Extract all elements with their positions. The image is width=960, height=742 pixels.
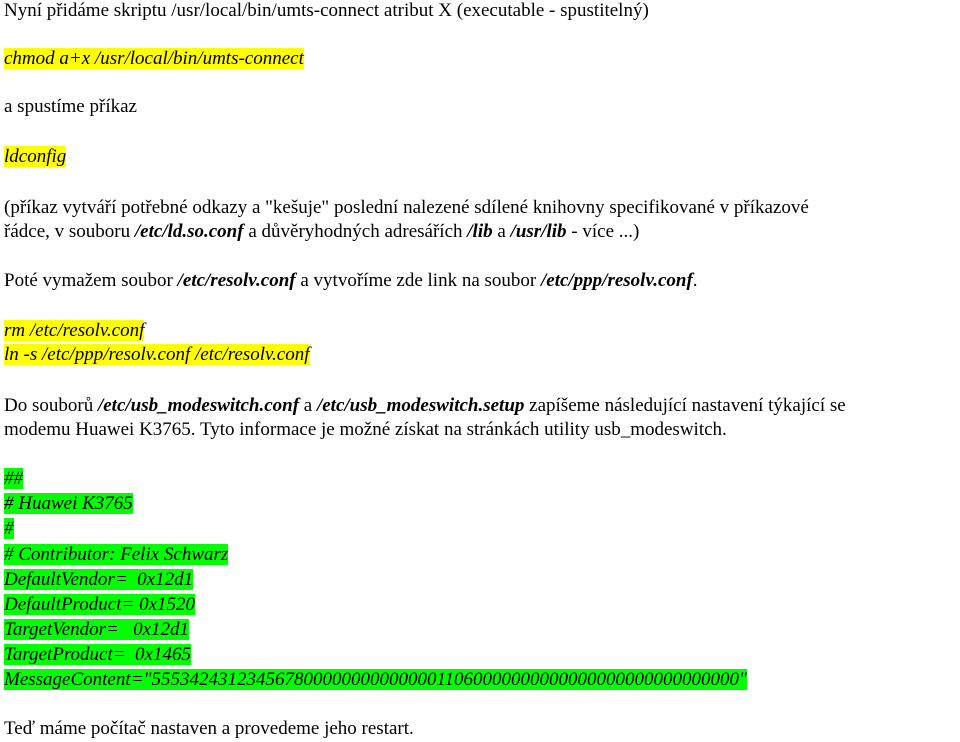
path-ppp-resolv: /etc/ppp/resolv.	[540, 270, 658, 291]
outro-text: Teď máme počítač nastaven a provedeme jeho restart.	[4, 718, 414, 739]
explain-text: - více ...)	[566, 221, 640, 242]
path-conf: conf	[657, 270, 693, 291]
config-line-text: TargetVendor= 0x12d1	[4, 619, 190, 640]
ln-command-text: ln -s /etc/ppp/resolv.conf /etc/resolv.conf	[4, 344, 310, 365]
config-line-text: MessageContent="55534243123456780000000000000011060000000000000000000000000000"	[4, 669, 748, 690]
resolv-text: Poté vymažem soubor	[4, 270, 178, 291]
intro-text: Nyní přidáme skriptu /usr/local/bin/umts-connect atribut X (executable - spustitelný)	[4, 0, 649, 21]
config-line	[4, 516, 14, 541]
config-line-text: DefaultProduct= 0x1520	[4, 594, 196, 615]
config-line-text: # Huawei K3765	[4, 493, 133, 514]
ldconfig-command	[4, 144, 66, 169]
ldconfig-command-text: ldconfig	[4, 146, 67, 167]
explain-line-1: (příkaz vytváří potřebné odkazy a "kešuje" poslední nalezené sdílené knihovny specifikované v příkazové	[4, 197, 809, 218]
config-line-text: ##	[4, 468, 23, 489]
config-line	[4, 617, 189, 642]
explain-line-2	[4, 219, 639, 244]
chmod-command-text: chmod a+x /usr/local/bin/umts-connect	[4, 48, 304, 69]
config-line-text: TargetProduct= 0x1465	[4, 644, 191, 665]
path-conf: conf	[264, 395, 300, 416]
run-command-text: a spustíme příkaz	[4, 96, 137, 117]
usb-line-2: modemu Huawei K3765. Tyto informace je možné získat na stránkách utility usb_modeswitch.	[4, 419, 727, 440]
explain-text: a důvěryhodných adresářích	[243, 221, 468, 242]
path-conf: conf	[208, 221, 244, 242]
ln-command	[4, 342, 310, 367]
path-usb-modeswitch: /etc/usb_modeswitch.	[316, 395, 484, 416]
path-usr-lib: /usr/lib	[510, 221, 567, 242]
path-lib: /lib	[467, 221, 493, 242]
chmod-command	[4, 46, 304, 71]
config-line-text: # Contributor: Felix Schwarz	[4, 544, 229, 565]
path-usb-modeswitch: /etc/usb_modeswitch.	[97, 395, 265, 416]
rm-command	[4, 318, 144, 343]
resolv-text: a vytvoříme zde link na soubor	[295, 270, 541, 291]
usb-text: Do souborů	[4, 395, 98, 416]
config-line	[4, 491, 133, 516]
config-line	[4, 466, 23, 491]
config-line	[4, 642, 191, 667]
path-etc-resolv: /etc/resolv.	[177, 270, 261, 291]
usb-text: a	[299, 395, 317, 416]
path-setup: setup	[483, 395, 525, 416]
config-line-text: #	[4, 518, 14, 539]
explain-text: řádce, v souboru	[4, 221, 135, 242]
resolv-text: .	[692, 270, 698, 291]
config-line-text: DefaultVendor= 0x12d1	[4, 569, 194, 590]
rm-command-text: rm /etc/resolv.conf	[4, 320, 145, 341]
config-line	[4, 667, 747, 692]
config-line	[4, 592, 195, 617]
config-line	[4, 567, 193, 592]
usb-text: zapíšeme následující nastavení týkající se	[524, 395, 846, 416]
resolv-line	[4, 268, 698, 293]
path-conf: conf	[260, 270, 296, 291]
path-ld-so: /etc/ld.so.	[134, 221, 209, 242]
explain-text: a	[492, 221, 511, 242]
config-line	[4, 542, 228, 567]
usb-line-1	[4, 393, 846, 418]
